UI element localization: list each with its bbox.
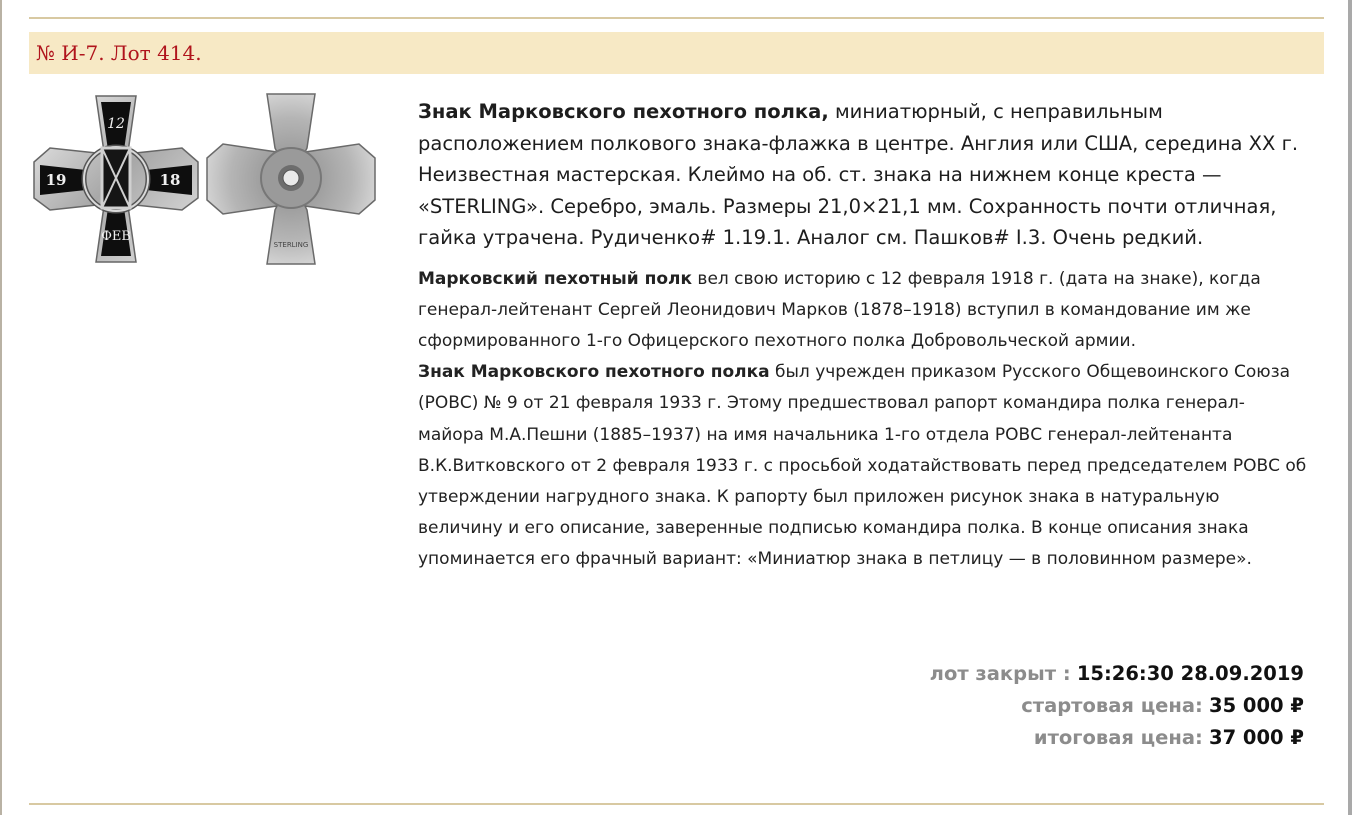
badge-paragraph-title: Знак Марковского пехотного полка [418, 362, 770, 383]
lot-closed-row [930, 658, 1304, 690]
lot-description [418, 96, 1308, 576]
start-price-label: стартовая цена: [1021, 694, 1203, 717]
badge-back-image[interactable] [205, 92, 377, 267]
badge-bottom-text: ФЕВ [101, 229, 131, 244]
badge-front-graphic [30, 92, 202, 267]
lot-closed-value: 15:26:30 28.09.2019 [1076, 662, 1304, 685]
history-paragraph-title: Марковский пехотный полк [418, 268, 693, 289]
start-price-value: 35 000 ₽ [1209, 694, 1304, 717]
badge-top-number: 12 [107, 116, 125, 132]
final-price-label: итоговая цена: [1033, 726, 1203, 749]
top-divider [29, 17, 1324, 19]
description-main-title: Знак Марковского пехотного полка, [418, 100, 829, 123]
description-main-text: миниатюрный, с неправильным расположением полкового знака-флажка в центре. Англия или США, середина XX г. Неизвестная мастерская. Клеймо на об. ст. знака на нижнем конце креста — «STERLING». Серебро, эмаль. Размеры 21,0×21,1 мм. Сохранность почти отличная, гайка утрачена. Рудиченко# 1.19.1. Аналог см. Пашков# I.3. Очень редкий. [418, 100, 1299, 249]
badge-front-image[interactable] [30, 92, 202, 267]
lot-title[interactable]: № И-7. Лот 414. [36, 41, 202, 65]
lot-closed-label: лот закрыт : [929, 662, 1071, 685]
badge-left-number: 19 [45, 171, 67, 189]
description-main [418, 96, 1308, 254]
badge-back-graphic [205, 92, 377, 267]
final-price-value: 37 000 ₽ [1209, 726, 1304, 749]
lot-images [30, 92, 380, 267]
lot-header [29, 32, 1324, 74]
bottom-divider [29, 803, 1324, 805]
final-price-row [930, 722, 1304, 754]
frame-right-border [1348, 0, 1352, 815]
history-paragraph-text: вел свою историю с 12 февраля 1918 г. (дата на знаке), когда генерал-лейтенант Сергей Леонидович Марков (1878–1918) вступил в командование им же сформированного 1-го Офицерского пехотного полка Добровольческой армии. [418, 268, 1261, 351]
start-price-row [930, 690, 1304, 722]
description-history-paragraph [418, 264, 1308, 358]
badge-right-number: 18 [159, 171, 181, 189]
description-badge-paragraph [418, 357, 1308, 575]
badge-paragraph-text: был учрежден приказом Русского Общевоинского Союза (РОВС) № 9 от 21 февраля 1933 г. Этому предшествовал рапорт командира полка генерал-майора М.А.Пешни (1885–1937) на имя начальника 1-го отдела РОВС генерал-лейтенанта В.К.Витковского от 2 февраля 1933 г. с просьбой ходатайствовать перед председателем РОВС об утверждении нагрудного знака. К рапорту был приложен рисунок знака в натуральную величину и его описание, заверенные подписью командира полка. В конце описания знака упоминается его фрачный вариант: «Миниатюр знака в петлицу — в половинном размере». [418, 362, 1307, 570]
auction-info [930, 658, 1304, 754]
frame-left-border [0, 0, 2, 815]
badge-back-stamp: STERLING [273, 241, 309, 249]
